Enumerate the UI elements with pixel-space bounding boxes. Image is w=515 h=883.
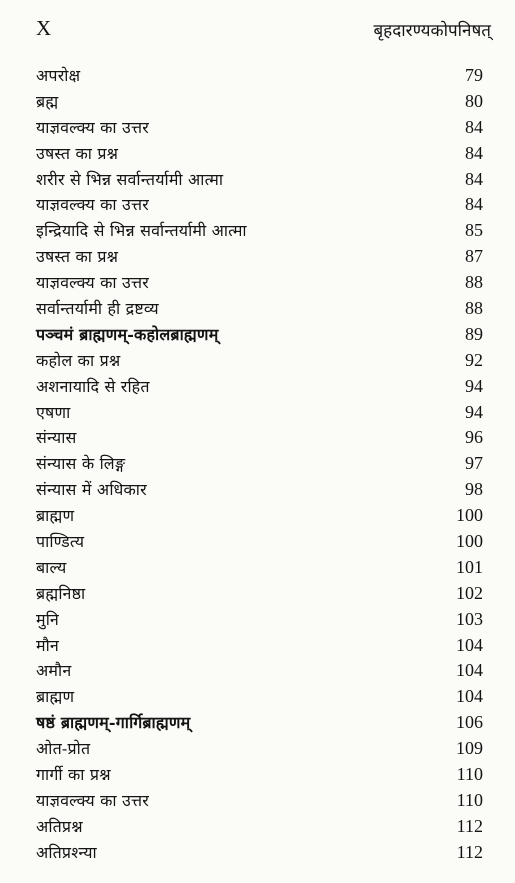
toc-entry xyxy=(36,270,483,296)
toc-entry xyxy=(36,348,483,374)
toc-entry-page-number: 94 xyxy=(465,375,483,396)
toc-entry-page-number: 98 xyxy=(465,479,483,500)
toc-entry xyxy=(36,736,483,762)
toc-entry-title: गार्गी का प्रश्न xyxy=(36,765,111,785)
toc-section-heading xyxy=(36,322,483,348)
toc-entry xyxy=(36,814,483,840)
toc-entry-page-number: 100 xyxy=(456,505,483,526)
toc-entry-title: अमौन xyxy=(36,661,72,681)
toc-entry xyxy=(36,115,483,141)
toc-entry-title: ओत-प्रोत xyxy=(36,739,91,759)
toc-entry-page-number: 88 xyxy=(465,272,483,293)
toc-entry-title: बाल्य xyxy=(36,557,67,577)
toc-entry xyxy=(36,192,483,218)
toc-entry-title: ब्रह्म xyxy=(36,91,59,111)
toc-entry-title: ब्राह्मण xyxy=(36,687,75,707)
toc-entry-title: उषस्त का प्रश्न xyxy=(36,247,119,267)
toc-entry-page-number: 79 xyxy=(465,65,483,85)
toc-entry-title: पाण्डित्य xyxy=(36,532,85,552)
toc-entry-page-number: 102 xyxy=(456,582,483,603)
toc-entry-page-number: 96 xyxy=(465,427,483,448)
toc-entry-page-number: 89 xyxy=(465,323,483,344)
toc-entry-title: संन्यास में अधिकार xyxy=(36,480,147,500)
toc-entry-page-number: 85 xyxy=(465,220,483,241)
toc-entry-title: एषणा xyxy=(36,402,71,422)
toc-entry-page-number: 84 xyxy=(465,142,483,163)
toc-entry-page-number: 87 xyxy=(465,246,483,267)
toc-entry-page-number: 101 xyxy=(456,556,483,577)
toc-entry-title: अतिप्रश्न्या xyxy=(36,842,97,862)
toc-entry xyxy=(36,581,483,607)
toc-entry xyxy=(36,684,483,710)
toc-entry-title: अपरोक्ष xyxy=(36,66,81,85)
toc-entry xyxy=(36,167,483,193)
page-number: X xyxy=(36,16,52,40)
running-title: बृहदारण्यकोपनिषत् xyxy=(373,21,491,41)
toc-entry xyxy=(36,658,483,684)
toc-entry-title: सर्वान्तर्यामी ही द्रष्टव्य xyxy=(36,299,159,319)
toc-entry xyxy=(36,633,483,659)
toc-entry-page-number: 84 xyxy=(465,194,483,215)
toc-entry-title: कहोल का प्रश्न xyxy=(36,350,121,370)
toc-entry-page-number: 104 xyxy=(456,686,483,707)
toc-entry xyxy=(36,840,483,866)
toc-entry-title: मौन xyxy=(36,635,59,655)
toc-entry xyxy=(36,425,483,451)
toc-entry-page-number: 110 xyxy=(456,789,483,810)
toc-entry xyxy=(36,374,483,400)
toc-entry xyxy=(36,529,483,555)
toc-entry-page-number: 92 xyxy=(465,349,483,370)
toc-entry-title: याज्ञवल्क्य का उत्तर xyxy=(36,195,150,215)
toc-entry-title: शरीर से भिन्न सर्वान्तर्यामी आत्मा xyxy=(36,169,224,189)
toc-entry-page-number: 109 xyxy=(456,738,483,759)
toc-entry-page-number: 88 xyxy=(465,298,483,319)
toc-entry-page-number: 100 xyxy=(456,531,483,552)
toc-entry xyxy=(36,762,483,788)
toc-entry-title: याज्ञवल्क्य का उत्तर xyxy=(36,117,150,137)
toc-entry xyxy=(36,400,483,426)
toc-entry-page-number: 106 xyxy=(456,712,483,733)
toc-entry-title: षष्ठं ब्राह्मणम्-गार्गिब्राह्मणम् xyxy=(36,713,191,733)
toc-entry xyxy=(36,451,483,477)
toc-entry xyxy=(36,788,483,814)
toc-entry-page-number: 84 xyxy=(465,168,483,189)
toc-entry xyxy=(36,244,483,270)
toc-entry xyxy=(36,503,483,529)
toc-entry-title: इन्द्रियादि से भिन्न सर्वान्तर्यामी आत्मा xyxy=(36,221,247,241)
toc-entry xyxy=(36,607,483,633)
toc-entry-page-number: 97 xyxy=(465,453,483,474)
toc-entry-page-number: 103 xyxy=(456,608,483,629)
toc-entry-page-number: 104 xyxy=(456,634,483,655)
toc-entry-title: मुनि xyxy=(36,609,59,629)
toc-entry xyxy=(36,218,483,244)
toc-entry-page-number: 80 xyxy=(465,90,483,111)
toc-section-heading xyxy=(36,710,483,736)
toc-entry-page-number: 112 xyxy=(456,841,483,862)
toc-entry-title: उषस्त का प्रश्न xyxy=(36,143,119,163)
toc-entry-title: संन्यास xyxy=(36,428,77,448)
toc-entry xyxy=(36,555,483,581)
table-of-contents xyxy=(36,63,483,866)
toc-entry-page-number: 112 xyxy=(456,815,483,836)
toc-entry-page-number: 84 xyxy=(465,116,483,137)
toc-entry-page-number: 94 xyxy=(465,401,483,422)
toc-entry-title: ब्रह्मनिष्ठा xyxy=(36,583,86,603)
toc-entry xyxy=(36,141,483,167)
toc-entry-title: पञ्चमं ब्राह्मणम्-कहोलब्राह्मणम् xyxy=(36,324,219,344)
toc-entry-title: अशनायादि से रहित xyxy=(36,376,150,396)
toc-entry-title: ब्राह्मण xyxy=(36,506,75,526)
toc-entry xyxy=(36,477,483,503)
toc-entry-title: अतिप्रश्न xyxy=(36,816,83,836)
page-header xyxy=(36,16,491,48)
toc-entry xyxy=(36,89,483,115)
toc-entry-title: याज्ञवल्क्य का उत्तर xyxy=(36,790,150,810)
toc-entry-title: याज्ञवल्क्य का उत्तर xyxy=(36,273,150,293)
toc-entry-page-number: 110 xyxy=(456,764,483,785)
toc-entry xyxy=(36,63,483,89)
toc-entry-title: संन्यास के लिङ्ग xyxy=(36,454,126,474)
toc-entry-page-number: 104 xyxy=(456,660,483,681)
toc-entry xyxy=(36,296,483,322)
